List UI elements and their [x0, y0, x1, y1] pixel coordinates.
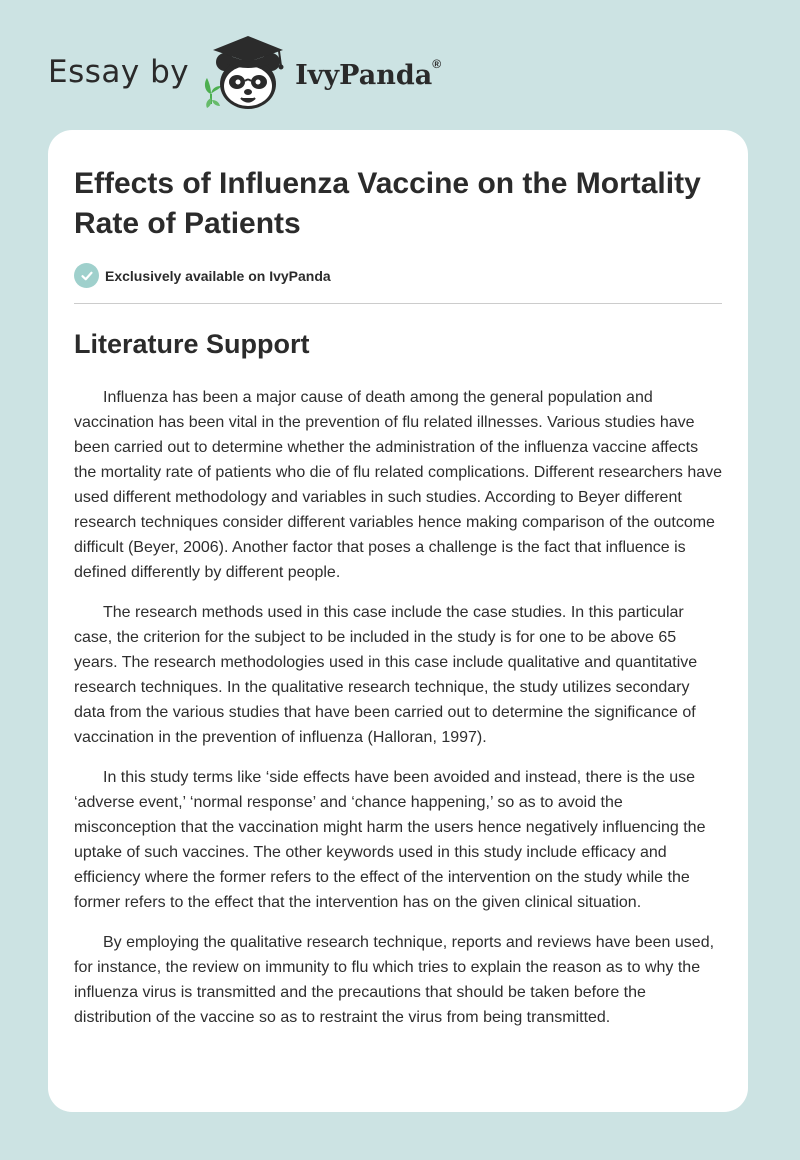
brand-header — [48, 32, 441, 112]
brand-prefix: Essay by — [48, 54, 190, 90]
brand-name-text: IvyPanda — [295, 59, 433, 91]
essay-card — [48, 130, 748, 1112]
brand-name — [295, 56, 442, 91]
exclusive-label: Exclusively available on IvyPanda — [105, 267, 331, 284]
check-icon — [74, 263, 99, 288]
exclusive-badge — [74, 263, 331, 288]
panda-graduate-icon — [201, 32, 293, 112]
paragraph: In this study terms like ‘side effects have been avoided and instead, there is the use ‘adverse event,’ ‘normal response’ and ‘chance happening,’ so as to avoid the misconception that the vaccination might harm the users hence negatively influencing the uptake of such vaccines. The other keywords used in this study include efficacy and efficiency where the former refers to the effect of the intervention on the study while the former refers to the effect that the intervention has on the given clinical situation. — [74, 769, 706, 911]
paragraph: By employing the qualitative research technique, reports and reviews have been used, for instance, the review on immunity to flu which tries to explain the reason as to why the influenza virus is transmitted and the precautions that should be taken before the distribution of the vaccine so as to restraint the virus from being transmitted. — [74, 934, 715, 1026]
registered-mark: ® — [432, 56, 442, 71]
divider — [74, 303, 722, 304]
paragraph: Influenza has been a major cause of death among the general population and vaccination has been vital in the prevention of flu related illnesses. Various studies have been carried out to determine whether the administration of the influenza vaccine affects the mortality rate of patients who die of flu related complications. Different researchers have used different methodology and variables in such studies. According to Beyer different research techniques consider different variables hence making comparison of the outcome difficult (Beyer, 2006). Another factor that poses a challenge is the fact that influence is defined differently by different people. — [74, 389, 723, 581]
section-heading: Literature Support — [74, 329, 310, 359]
essay-title: Effects of Influenza Vaccine on the Mortality Rate of Patients — [74, 167, 701, 240]
essay-body — [74, 385, 724, 1045]
paragraph: The research methods used in this case include the case studies. In this particular case, the criterion for the subject to be included in the study is for one to be above 65 years. The research methodologies used in this case include qualitative and quantitative research techniques. In the qualitative research technique, the study utilizes secondary data from the various studies that have been carried out to determine the significance of vaccination in the prevention of influenza (Halloran, 1997). — [74, 604, 698, 746]
